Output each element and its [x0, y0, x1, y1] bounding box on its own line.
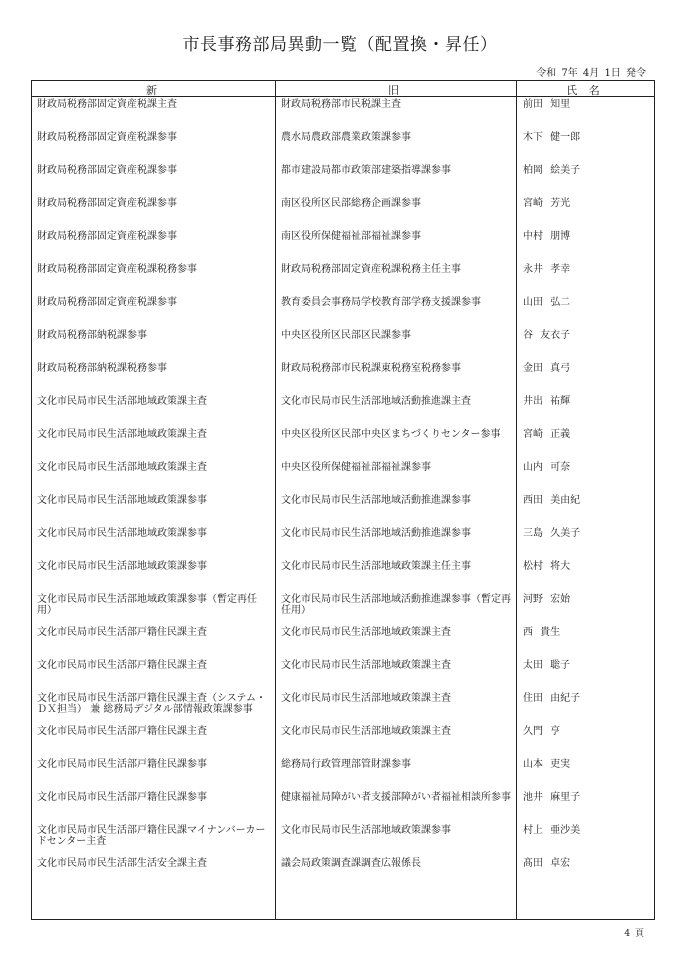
table-row — [32, 328, 654, 361]
table-row — [32, 130, 654, 163]
employee-name: 宮崎 芳光 — [523, 198, 571, 209]
old-position: 文化市民局市民生活部地域政策課主査 — [281, 693, 451, 704]
page-number: 4 頁 — [624, 929, 644, 939]
old-position: 文化市民局市民生活部地域政策課主査 — [281, 627, 451, 638]
header-name: 氏 名 — [566, 84, 604, 97]
table-row — [32, 229, 654, 262]
old-position: 南区役所区民部総務企画課参事 — [281, 198, 421, 209]
employee-name: 永井 孝幸 — [523, 264, 571, 275]
employee-name: 河野 宏始 — [523, 594, 571, 605]
table-row — [32, 658, 654, 691]
employee-name: 井出 祐輝 — [523, 396, 571, 407]
employee-name: 太田 聡子 — [523, 660, 571, 671]
new-position: 文化市民局市民生活部地域政策課参事 — [37, 495, 207, 506]
new-position: 財政局税務部納税課参事 — [37, 330, 147, 341]
employee-name: 山田 弘二 — [523, 297, 571, 308]
issue-date: 令和 7年 4月 1日 発令 — [536, 68, 646, 79]
header-new: 新 — [146, 84, 161, 97]
table-row — [32, 460, 654, 493]
old-position: 中央区役所保健福祉部福祉課参事 — [281, 462, 431, 473]
new-position: 文化市民局市民生活部地域政策課主査 — [37, 462, 207, 473]
document-title: 市長事務部局異動一覧（配置換・昇任） — [182, 35, 498, 55]
table-row — [32, 427, 654, 460]
new-position: 財政局税務部固定資産税課参事 — [37, 198, 177, 209]
employee-name: 山本 吏実 — [523, 759, 571, 770]
table-header — [32, 81, 654, 97]
old-position: 農水局農政部農業政策課参事 — [281, 132, 411, 143]
employee-name: 山内 可奈 — [523, 462, 571, 473]
table-row — [32, 295, 654, 328]
table-row — [32, 856, 654, 889]
table-row — [32, 691, 654, 724]
employee-name: 木下 健一郎 — [523, 132, 581, 143]
table-row — [32, 493, 654, 526]
new-position: 文化市民局市民生活部地域政策課参事（暫定再任用） — [37, 594, 257, 616]
old-position: 総務局行政管理部管財課参事 — [281, 759, 411, 770]
new-position: 財政局税務部固定資産税課参事 — [37, 132, 177, 143]
new-position: 財政局税務部固定資産税課参事 — [37, 297, 177, 308]
new-position: 文化市民局市民生活部地域政策課参事 — [37, 561, 207, 572]
old-position: 財政局税務部市民税課東税務室税務参事 — [281, 363, 461, 374]
new-position: 文化市民局市民生活部戸籍住民課主査 — [37, 660, 207, 671]
new-position: 財政局税務部納税課税務参事 — [37, 363, 167, 374]
table-row — [32, 559, 654, 592]
old-position: 教育委員会事務局学校教育部学務支援課参事 — [281, 297, 481, 308]
new-position: 文化市民局市民生活部地域政策課参事 — [37, 528, 207, 539]
new-position: 財政局税務部固定資産税課税務参事 — [37, 264, 197, 275]
old-position: 文化市民局市民生活部地域活動推進課主査 — [281, 396, 471, 407]
employee-name: 三島 久美子 — [523, 528, 581, 539]
employee-name: 住田 由紀子 — [523, 693, 581, 704]
table-row — [32, 394, 654, 427]
employee-name: 西 貴生 — [523, 627, 561, 638]
new-position: 文化市民局市民生活部生活安全課主査 — [37, 858, 207, 869]
old-position: 議会局政策調査課調査広報係長 — [281, 858, 421, 869]
employee-name: 谷 友衣子 — [523, 330, 571, 341]
new-position: 財政局税務部固定資産税課主査 — [37, 99, 177, 110]
table-row — [32, 592, 654, 625]
employee-name: 久門 亨 — [523, 726, 561, 737]
table-row — [32, 97, 654, 130]
old-position: 文化市民局市民生活部地域政策課主査 — [281, 660, 451, 671]
table-row — [32, 790, 654, 823]
new-position: 文化市民局市民生活部戸籍住民課参事 — [37, 759, 207, 770]
new-position: 文化市民局市民生活部地域政策課主査 — [37, 429, 207, 440]
new-position: 文化市民局市民生活部戸籍住民課主査 — [37, 627, 207, 638]
old-position: 文化市民局市民生活部地域活動推進課参事（暫定再任用） — [281, 594, 511, 616]
table-row — [32, 196, 654, 229]
new-position: 財政局税務部固定資産税課参事 — [37, 231, 177, 242]
employee-name: 村上 亜沙美 — [523, 825, 581, 836]
old-position: 健康福祉局障がい者支援部障がい者福祉相談所参事 — [281, 792, 511, 803]
table-row — [32, 757, 654, 790]
new-position: 文化市民局市民生活部地域政策課主査 — [37, 396, 207, 407]
employee-name: 金田 真弓 — [523, 363, 571, 374]
old-position: 南区役所保健福祉部福祉課参事 — [281, 231, 421, 242]
new-position: 文化市民局市民生活部戸籍住民課マイナンバーカードセンター主査 — [37, 825, 266, 847]
table-row — [32, 526, 654, 559]
employee-name: 西田 美由紀 — [523, 495, 581, 506]
old-position: 中央区役所区民部区民課参事 — [281, 330, 411, 341]
employee-name: 松村 将大 — [523, 561, 571, 572]
table-row — [32, 625, 654, 658]
table-row — [32, 361, 654, 394]
employee-name: 中村 朋博 — [523, 231, 571, 242]
new-position: 文化市民局市民生活部戸籍住民課参事 — [37, 792, 207, 803]
employee-name: 池井 麻里子 — [523, 792, 581, 803]
old-position: 都市建設局都市政策部建築指導課参事 — [281, 165, 451, 176]
old-position: 文化市民局市民生活部地域活動推進課参事 — [281, 495, 471, 506]
new-position: 文化市民局市民生活部戸籍住民課主査 — [37, 726, 207, 737]
employee-name: 髙田 卓宏 — [523, 858, 571, 869]
new-position: 財政局税務部固定資産税課参事 — [37, 165, 177, 176]
old-position: 財政局税務部市民税課主査 — [281, 99, 401, 110]
table-row — [32, 163, 654, 196]
old-position: 文化市民局市民生活部地域政策課主査 — [281, 726, 451, 737]
table-row — [32, 823, 654, 856]
old-position: 文化市民局市民生活部地域政策課参事 — [281, 825, 451, 836]
table-row — [32, 262, 654, 295]
employee-name: 柏岡 絵美子 — [523, 165, 581, 176]
new-position: 文化市民局市民生活部戸籍住民課主査（システム・ＤＸ担当） 兼 総務局デジタル部情報政策課参事 — [37, 693, 266, 715]
employee-name: 前田 知里 — [523, 99, 571, 110]
old-position: 文化市民局市民生活部地域活動推進課参事 — [281, 528, 471, 539]
old-position: 文化市民局市民生活部地域政策課主任主事 — [281, 561, 471, 572]
table-row — [32, 724, 654, 757]
employee-name: 宮崎 正義 — [523, 429, 571, 440]
header-old: 旧 — [388, 84, 403, 97]
old-position: 財政局税務部固定資産税課税務主任主事 — [281, 264, 461, 275]
old-position: 中央区役所区民部中央区まちづくりセンター参事 — [281, 429, 501, 440]
transfer-table — [31, 80, 655, 920]
